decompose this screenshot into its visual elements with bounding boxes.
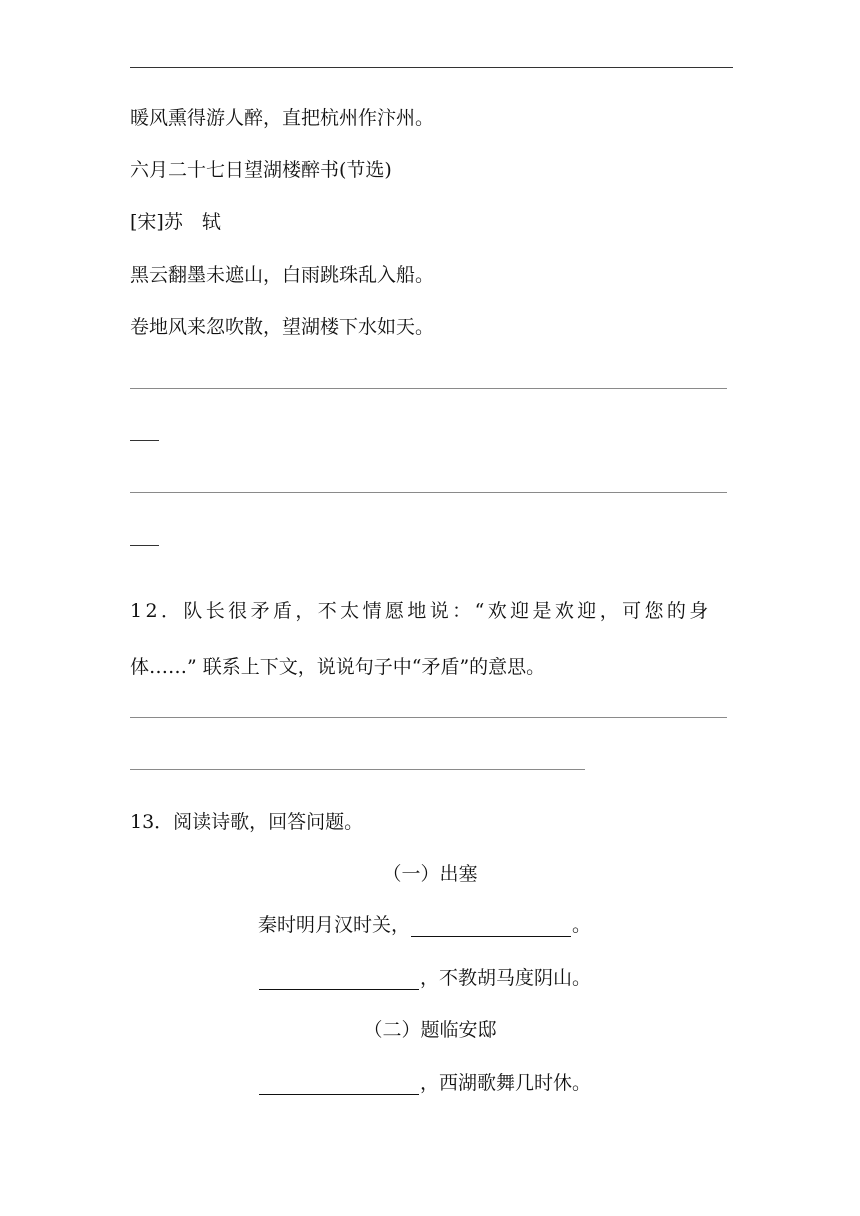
poem-chusai-line-1-end: 。	[572, 914, 592, 936]
answer-line-1-tail	[130, 440, 159, 441]
answer-line-1[interactable]	[130, 388, 727, 389]
question-12-line-1: 12．队长很矛盾，不太情愿地说：“欢迎是欢迎，可您的身	[130, 600, 712, 622]
answer-line-3[interactable]	[130, 717, 727, 718]
question-13-prompt: 13．阅读诗歌，回答问题。	[130, 811, 364, 833]
header-rule	[130, 67, 733, 68]
poem-chusai-line-2	[258, 966, 591, 990]
poem-line-3: 卷地风来忽吹散，望湖楼下水如天。	[130, 316, 435, 338]
poem-linanlou-title: （二）题临安邸	[363, 1019, 497, 1041]
question-12	[130, 583, 728, 695]
answer-line-2-tail	[130, 545, 159, 546]
answer-line-2[interactable]	[130, 492, 727, 493]
poem-chusai-line-2-text: ，不教胡马度阴山。	[420, 967, 592, 989]
poem-chusai-title: （一）出塞	[382, 863, 478, 885]
fill-blank-1[interactable]	[411, 916, 571, 937]
poem-chusai-line-1	[258, 913, 591, 937]
fill-blank-2[interactable]	[259, 969, 419, 990]
answer-line-4[interactable]	[130, 769, 585, 770]
poem-chusai-line-1-text: 秦时明月汉时关，	[258, 914, 411, 936]
poem-line-2: 黑云翻墨未遮山，白雨跳珠乱入船。	[130, 264, 435, 286]
poem-line-1: 暖风熏得游人醉，直把杭州作汴州。	[130, 107, 435, 129]
poem-linanlou-line-1	[258, 1071, 591, 1095]
fill-blank-3[interactable]	[259, 1074, 419, 1095]
poem-title-wanghulou: 六月二十七日望湖楼醉书(节选)	[130, 159, 392, 181]
poem-linanlou-line-1-text: ，西湖歌舞几时休。	[420, 1072, 592, 1094]
poem-author: [宋]苏 轼	[130, 211, 221, 233]
question-12-line-2: 体……” 联系上下文，说说句子中“矛盾”的意思。	[130, 656, 546, 678]
